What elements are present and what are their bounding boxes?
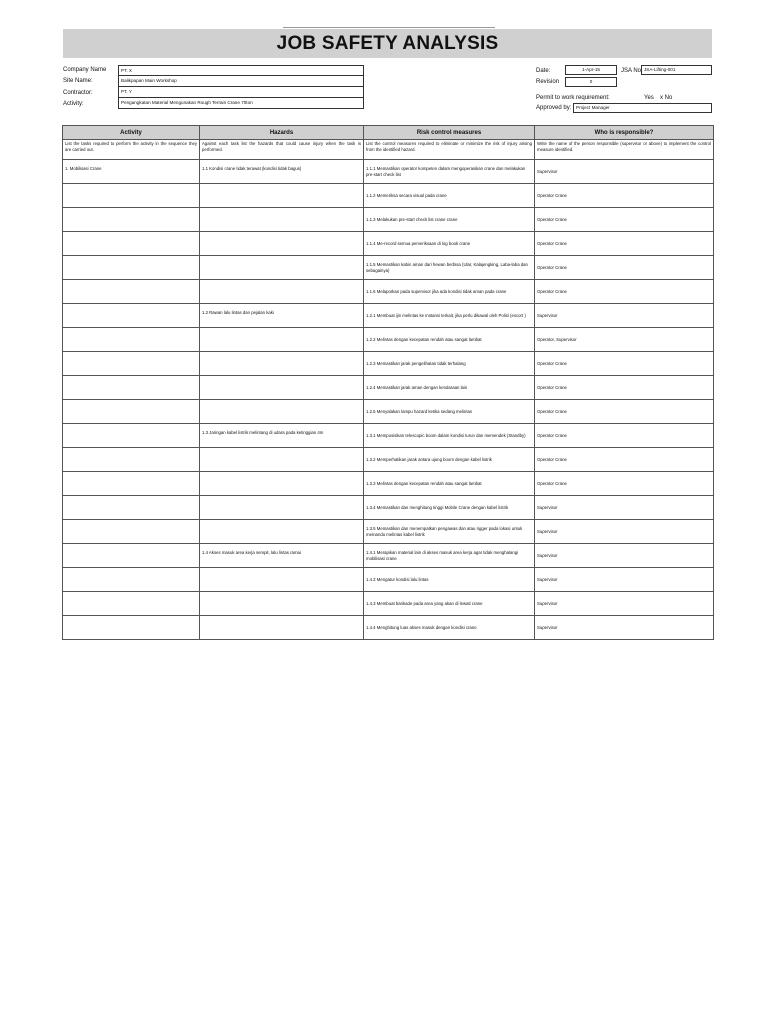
table-header-row [63,126,714,140]
hazard-cell[interactable]: 1.1 Kondisi crane tidak terawat (kondisi tidak bagus) [200,160,364,184]
activity-cell[interactable] [63,496,200,520]
hazard-cell[interactable] [200,568,364,592]
activity-cell[interactable] [63,568,200,592]
responsible-cell[interactable]: Operator Crane [535,232,714,256]
hazard-cell[interactable] [200,520,364,544]
control-cell[interactable]: 1.1.2 Memeriksa secara visual pada crane [364,184,535,208]
header-activity: Activity [63,126,200,140]
contractor-field[interactable]: PT. Y [118,87,364,98]
activity-cell[interactable] [63,520,200,544]
activity-cell[interactable] [63,592,200,616]
table-row [63,208,714,232]
permit-yes-option[interactable]: Yes [644,95,654,101]
activity-cell[interactable] [63,472,200,496]
control-cell[interactable]: 1.4.2 Mengatur kondisi lalu lintas [364,568,535,592]
activity-cell[interactable] [63,400,200,424]
activity-cell[interactable] [63,544,200,568]
table-description-row [63,140,714,160]
hazard-cell[interactable] [200,208,364,232]
jsa-label: JSA No. [621,68,643,74]
responsible-cell[interactable]: Operator Crane [535,400,714,424]
responsible-cell[interactable]: Operator Crane [535,448,714,472]
hazard-cell[interactable] [200,616,364,640]
header-hazards: Hazards [200,126,364,140]
date-field[interactable]: 1-Apr-15 [565,65,617,75]
responsible-cell[interactable]: Supervisor [535,568,714,592]
responsible-cell[interactable]: Operator Crane [535,472,714,496]
responsible-cell[interactable]: Supervisor [535,496,714,520]
table-row [63,616,714,640]
responsible-cell[interactable]: Operator Crane [535,424,714,448]
responsible-cell[interactable]: Supervisor [535,616,714,640]
responsible-cell[interactable]: Operator Crane [535,280,714,304]
table-row [63,304,714,328]
table-row [63,520,714,544]
permit-label: Permit to work requirement: [536,95,610,101]
responsible-cell[interactable]: Supervisor [535,304,714,328]
activity-label: Activity: [63,101,84,107]
responsible-cell[interactable]: Supervisor [535,544,714,568]
responsible-cell[interactable]: Operator Crane [535,256,714,280]
activity-cell[interactable] [63,328,200,352]
responsible-cell[interactable]: Supervisor [535,592,714,616]
activity-cell[interactable] [63,184,200,208]
activity-cell[interactable] [63,304,200,328]
activity-cell[interactable] [63,208,200,232]
table-row [63,496,714,520]
company-label: Company Name [63,67,107,73]
responsible-cell[interactable]: Operator Crane [535,208,714,232]
desc-activity: List the tasks required to perform the activity in the sequence they are carried out. [63,140,200,160]
table-row [63,376,714,400]
hazard-cell[interactable] [200,184,364,208]
site-label: Site Name: [63,78,93,84]
responsible-cell[interactable]: Supervisor [535,160,714,184]
title-top-line [283,27,495,28]
activity-cell[interactable] [63,616,200,640]
table-row [63,544,714,568]
table-row [63,232,714,256]
hazard-cell[interactable] [200,472,364,496]
table-row [63,592,714,616]
table-row [63,400,714,424]
desc-hazards: Against each task list the hazards that could cause injury when the task is performed. [200,140,364,160]
control-cell[interactable]: 1.2.4 Memastikan jarak aman dengan kendaraan lain [364,376,535,400]
hazard-cell[interactable] [200,400,364,424]
hazard-cell[interactable]: 1.3 Jaringan kabel listrik melintang di udara pada ketinggian 4m [200,424,364,448]
control-cell[interactable]: 1.1.3 Melakukan pre-start check list crane crane [364,208,535,232]
table-row [63,280,714,304]
activity-cell[interactable] [63,448,200,472]
table-row [63,184,714,208]
responsible-cell[interactable]: Operator, Supervisor [535,328,714,352]
date-label: Date: [536,68,551,74]
control-cell[interactable]: 1.4.4 Menghitung luas akses masuk dengan kondisi crane [364,616,535,640]
hazard-cell[interactable]: 1.4 Akses masuk area kerja sempit, lalu lintas ramai [200,544,364,568]
table-row [63,424,714,448]
control-cell[interactable]: 1.3.5 Memastikan dan menempatkan pengawas dan atau rigger pada lokasi untuk memandu melintas kabel listrik [364,520,535,544]
table-row [63,256,714,280]
control-cell[interactable]: 1.3.4 Memastikan dan menghitung tinggi Mobile Crane dengan kabel listrik [364,496,535,520]
hazard-cell[interactable] [200,256,364,280]
activity-cell[interactable]: 1. Mobilisasi Crane [63,160,200,184]
control-cell[interactable]: 1.4.1 Merapikan material lain di akses masuk area kerja agar tidak menghalangi mobilisasi crane [364,544,535,568]
site-field[interactable]: Balikpapan Main Workshop [118,76,364,87]
table-row [63,448,714,472]
jsa-field[interactable]: JSA-Lifting-001 [641,65,712,75]
hazard-cell[interactable] [200,592,364,616]
revision-label: Revision [536,79,560,85]
control-cell[interactable]: 1.2.5 Menyalakan lampu hazard ketika sedang melintas [364,400,535,424]
header-risk-control: Risk control measures [364,126,535,140]
hazard-cell[interactable] [200,352,364,376]
hazard-cell[interactable] [200,448,364,472]
hazard-cell[interactable] [200,496,364,520]
activity-cell[interactable] [63,280,200,304]
table-row [63,160,714,184]
title-bar [63,29,712,58]
approved-label: Approved by: [536,105,572,111]
info-fields [118,65,364,109]
activity-cell[interactable] [63,256,200,280]
responsible-cell[interactable]: Operator Crane [535,376,714,400]
table-row [63,472,714,496]
responsible-cell[interactable]: Supervisor [535,520,714,544]
control-cell[interactable]: 1.1.1 Memastikan operator kompeten dalam mengoperasikan crane dan melakukan pre-start check list [364,160,535,184]
hazard-cell[interactable] [200,280,364,304]
control-cell[interactable]: 1.3.2 Memperhatikan jarak antara ujung boom dengan kabel listrik [364,448,535,472]
control-cell[interactable]: 1.2.1 Membuat ijin melintas ke Instansi terkait, jika perlu dikawal oleh Polisi (escort ) [364,304,535,328]
control-cell[interactable]: 1.3.1 Memposisikan telescopic boom dalam kondisi turun dan memendek (Standby) [364,424,535,448]
activity-cell[interactable] [63,352,200,376]
control-cell[interactable]: 1.2.3 Memastikan jarak pengelihatan tidak terhalang [364,352,535,376]
control-cell[interactable]: 1.3.3 Melintas dengan kecepatan rendah atau sangat lambat [364,472,535,496]
revision-field[interactable]: 0 [565,77,617,87]
activity-cell[interactable] [63,232,200,256]
hazard-cell[interactable] [200,328,364,352]
control-cell[interactable]: 1.4.3 Membuat barikade pada area yang akan di lewati crane [364,592,535,616]
control-cell[interactable]: 1.1.4 Me-record semua pemeriksaan di log book crane [364,232,535,256]
responsible-cell[interactable]: Operator Crane [535,184,714,208]
approved-field[interactable]: Project Manager [573,103,712,113]
jsa-table [62,125,714,640]
control-cell[interactable]: 1.1.6 Melaporkan pada supervisor jika ada kondisi tidak aman pada crane [364,280,535,304]
activity-cell[interactable] [63,424,200,448]
desc-responsible: Write the name of the person responsible (supervisor or above) to implement the control measure identified. [535,140,714,160]
desc-risk-control: List the control measures required to eliminate or minimize the risk of injury arising from the identified hazard. [364,140,535,160]
control-cell[interactable]: 1.2.2 Melintas dengan kecepatan rendah atau sangat lambat [364,328,535,352]
table-row [63,352,714,376]
hazard-cell[interactable] [200,376,364,400]
activity-field[interactable]: Pengangkatan Material Mengunakan Rough Terrain Crane 70ton [118,98,364,109]
company-field[interactable]: PT. X [118,65,364,76]
responsible-cell[interactable]: Operator Crane [535,352,714,376]
control-cell[interactable]: 1.1.5 Memastikan kabin aman dari hewan berbisa (Ular, Kalajengking, Laba-laba dan sebagainya) [364,256,535,280]
hazard-cell[interactable] [200,232,364,256]
page-title: JOB SAFETY ANALYSIS [276,32,499,54]
hazard-cell[interactable]: 1.2 Rawan lalu lintas dan pejalan kaki [200,304,364,328]
activity-cell[interactable] [63,376,200,400]
header-responsible: Who is responsible? [535,126,714,140]
permit-no-option[interactable]: x No [660,95,673,101]
contractor-label: Contractor: [63,90,93,96]
table-row [63,568,714,592]
table-row [63,328,714,352]
